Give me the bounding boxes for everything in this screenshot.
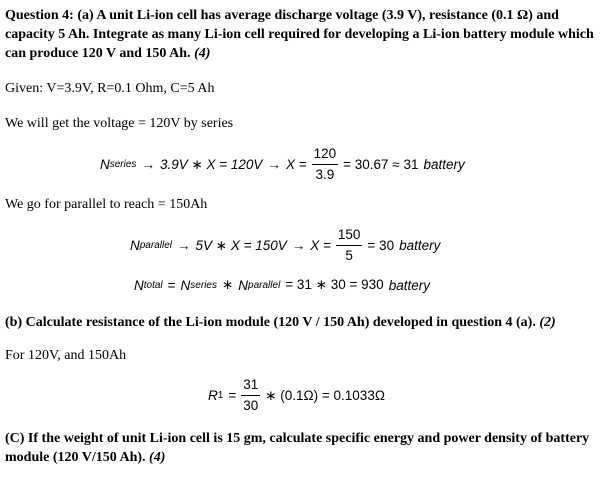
question-b-marks: (2) bbox=[539, 315, 556, 330]
question-c-text: (C) If the weight of unit Li-ion cell is 15 gm, calculate specific energy and power density of battery module (120 V/150 Ah). bbox=[5, 431, 590, 465]
total-lhs: N bbox=[134, 277, 144, 293]
series-fraction bbox=[312, 146, 339, 183]
total-equation bbox=[134, 277, 430, 293]
arrow-2: → bbox=[291, 238, 306, 253]
total-lhs-sub: total bbox=[143, 279, 163, 291]
question-b bbox=[5, 313, 599, 332]
series-unit: battery bbox=[423, 157, 465, 172]
parallel-equation bbox=[130, 227, 440, 264]
total-result: = 31 ∗ 30 = 930 bbox=[285, 277, 384, 292]
question-4 bbox=[5, 6, 599, 63]
series-intro: We will get the voltage = 120V by series bbox=[5, 116, 234, 131]
given-values: Given: V=3.9V, R=0.1 Ohm, C=5 Ah bbox=[5, 81, 215, 96]
total-n2: N bbox=[238, 277, 249, 293]
r-fraction-denominator: 30 bbox=[243, 398, 259, 413]
series-x-eq: X = bbox=[285, 157, 307, 172]
series-lhs-sub: series bbox=[109, 159, 137, 170]
total-n1-sub: series bbox=[190, 279, 217, 291]
total-eq: = bbox=[167, 277, 176, 293]
total-n2-sub: parallel bbox=[248, 279, 281, 291]
question-4-marks: (4) bbox=[194, 46, 211, 61]
r-eq: = bbox=[228, 388, 237, 403]
resistance-equation bbox=[208, 377, 385, 414]
series-fraction-denominator: 3.9 bbox=[315, 167, 335, 182]
r-fraction-numerator: 31 bbox=[241, 377, 260, 396]
total-unit: battery bbox=[388, 277, 430, 293]
parallel-lhs-sub: parallel bbox=[139, 240, 172, 251]
series-lhs: N bbox=[100, 157, 110, 172]
arrow-1: → bbox=[141, 157, 155, 172]
arrow-2: → bbox=[267, 157, 281, 172]
parallel-intro: We go for parallel to reach = 150Ah bbox=[5, 197, 208, 212]
question-b-text: (b) Calculate resistance of the Li-ion module (120 V / 150 Ah) developed in question 4 (a). bbox=[5, 315, 536, 330]
r-lhs: R bbox=[208, 388, 218, 403]
r-rest: ∗ (0.1Ω) = 0.1033Ω bbox=[265, 387, 385, 403]
parallel-fraction-numerator: 150 bbox=[336, 227, 363, 246]
question-4-label: Question 4: bbox=[5, 8, 74, 23]
parallel-fraction bbox=[336, 227, 363, 264]
question-4-text: (a) A unit Li-ion cell has average discharge voltage (3.9 V), resistance (0.1 Ω) and capacity 5 Ah. Integrate as many Li-ion cell required for developing a Li-ion battery module which can produce 120 V and 150 Ah. bbox=[5, 8, 594, 61]
parallel-fraction-denominator: 5 bbox=[345, 248, 353, 263]
series-equation bbox=[100, 146, 465, 183]
for-120v-line: For 120V, and 150Ah bbox=[5, 348, 127, 363]
r-fraction bbox=[241, 377, 260, 414]
parallel-mid: 5V ∗ X = 150V bbox=[195, 237, 287, 253]
total-times: ∗ bbox=[221, 277, 234, 292]
parallel-result: = 30 bbox=[367, 238, 395, 253]
series-result: = 30.67 ≈ 31 bbox=[343, 157, 419, 172]
parallel-unit: battery bbox=[399, 238, 441, 253]
arrow-1: → bbox=[177, 238, 191, 253]
parallel-lhs: N bbox=[130, 238, 140, 253]
series-mid: 3.9V ∗ X = 120V bbox=[159, 156, 263, 172]
question-c-marks: (4) bbox=[149, 450, 166, 465]
parallel-x-eq: X = bbox=[310, 238, 331, 253]
series-fraction-numerator: 120 bbox=[312, 146, 339, 165]
r-lhs-sub: 1 bbox=[217, 390, 224, 401]
total-n1: N bbox=[180, 277, 191, 293]
question-c bbox=[5, 429, 599, 467]
